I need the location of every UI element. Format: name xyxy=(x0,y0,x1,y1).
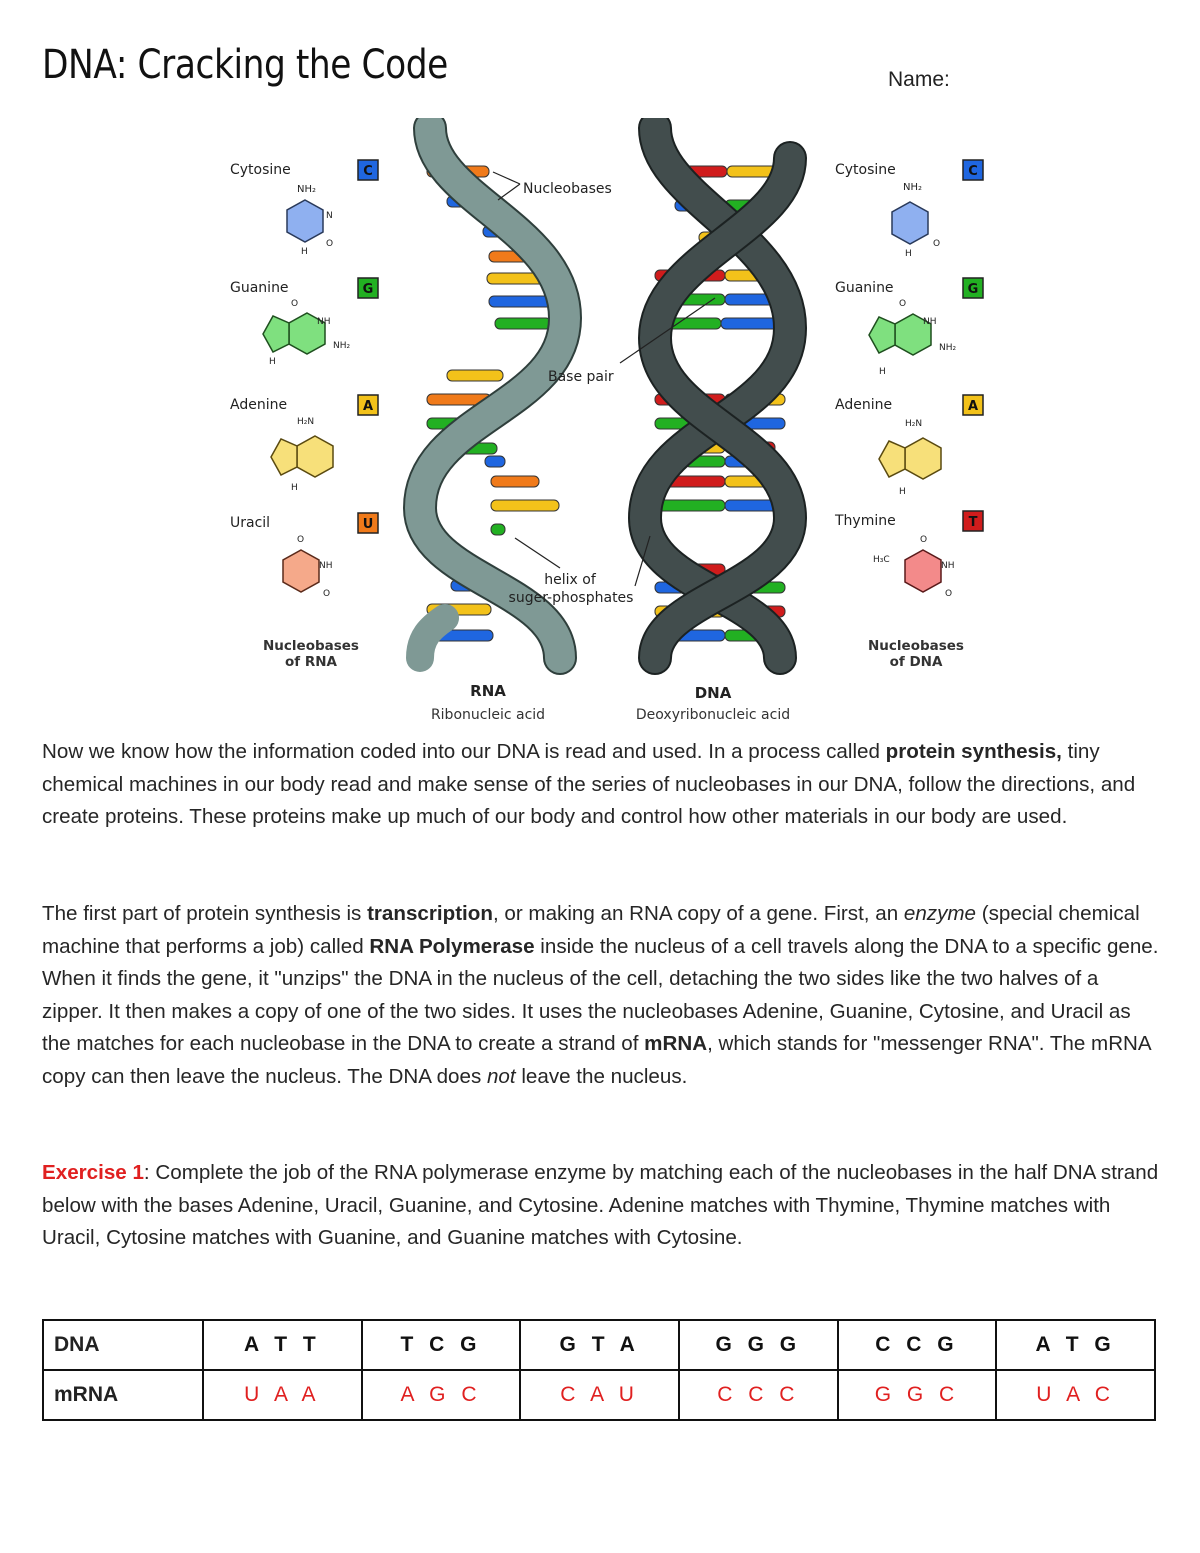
row-label-mrna: mRNA xyxy=(43,1370,203,1420)
name-label: Name: xyxy=(888,68,950,91)
svg-text:O: O xyxy=(945,589,953,599)
dna-subtitle: Deoxyribonucleic acid xyxy=(635,707,791,723)
row-label-dna: DNA xyxy=(43,1320,203,1370)
svg-text:NH₂: NH₂ xyxy=(939,343,957,353)
table-row-mrna xyxy=(43,1370,1155,1420)
svg-text:T: T xyxy=(968,515,978,530)
svg-text:H: H xyxy=(269,357,276,367)
svg-text:NH: NH xyxy=(941,561,955,571)
cytosine-molecule-icon xyxy=(287,184,333,257)
svg-text:O: O xyxy=(920,535,928,545)
rna-nucleobases-column xyxy=(230,160,378,670)
svg-text:O: O xyxy=(933,239,941,249)
cytosine-letter: C xyxy=(363,164,373,179)
dna-codon: A T G xyxy=(996,1320,1155,1370)
svg-text:H: H xyxy=(301,247,308,257)
svg-text:A: A xyxy=(362,399,374,414)
svg-text:O: O xyxy=(326,239,334,249)
exercise-heading: Exercise 1 xyxy=(42,1161,144,1184)
label-base-pair: Base pair xyxy=(548,369,614,385)
cytosine-molecule-icon xyxy=(892,182,940,259)
guanine-molecule-icon xyxy=(869,299,957,377)
svg-text:H: H xyxy=(291,483,298,493)
svg-text:C: C xyxy=(968,164,978,179)
label-helix-line2: suger-phosphates xyxy=(508,590,634,606)
svg-text:U: U xyxy=(362,517,374,532)
exercise-1-instructions: Exercise 1: Complete the job of the RNA polymerase enzyme by matching each of the nucleobases in the half DNA strand below with the bases Adenine, Uracil, Guanine, and Cytosine. Adenine matches with Thymine, Thymine matches with Uracil, Cytosine matches with Guanine, and Guanine matches with Cytosine. xyxy=(42,1161,1159,1250)
dna-base-name-adenine: Adenine xyxy=(835,397,893,413)
mrna-answer[interactable]: U A C xyxy=(996,1370,1155,1420)
intro-paragraph: Now we know how the information coded into our DNA is read and used. In a process called protein synthesis, tiny chemical machines in our body read and make sense of the series of nucleobases in our DNA, follow the directions, and create proteins. These proteins make up much of our body and control how other materials in our body are used. xyxy=(42,740,1136,829)
svg-text:G: G xyxy=(362,282,374,297)
transcription-table xyxy=(42,1319,1156,1421)
guanine-molecule-icon xyxy=(263,299,351,367)
transcription-paragraph: The first part of protein synthesis is transcription, or making an RNA copy of a gene. First, an enzyme (special chemical machine that performs a job) called RNA Polymerase inside the nucleus of a cell travels along the DNA to a specific gene. When it finds the gene, it "unzips" the DNA in the nucleus of the cell, detaching the two sides like the two halves of a zipper. It then makes a copy of one of the two sides. It uses the nucleobases Adenine, Guanine, Cytosine, and Uracil as the matches for each nucleobase in the DNA to create a strand of mRNA, which stands for "messenger RNA". The mRNA copy can then leave the nucleus. The DNA does not leave the nucleus. xyxy=(42,902,1159,1088)
svg-text:G: G xyxy=(967,282,979,297)
rna-base-name-adenine: Adenine xyxy=(230,397,288,413)
uracil-molecule-icon xyxy=(283,535,333,599)
adenine-molecule-icon xyxy=(271,417,333,493)
adenine-molecule-icon xyxy=(879,419,941,497)
mrna-answer[interactable]: C C C xyxy=(679,1370,838,1420)
dna-codon: C C G xyxy=(838,1320,997,1370)
mrna-answer[interactable]: G G C xyxy=(838,1370,997,1420)
svg-text:H₂N: H₂N xyxy=(905,419,923,429)
svg-text:NH: NH xyxy=(317,317,331,327)
svg-text:O: O xyxy=(899,299,907,309)
rna-subtitle: Ribonucleic acid xyxy=(430,707,546,723)
svg-text:A: A xyxy=(967,399,979,414)
rna-caption-line1: Nucleobases xyxy=(263,638,359,654)
rna-title: RNA xyxy=(470,682,506,700)
rna-caption-line2: of RNA xyxy=(285,654,337,670)
dna-caption-line2: of DNA xyxy=(889,654,943,670)
table-row-dna xyxy=(43,1320,1155,1370)
svg-text:N: N xyxy=(326,211,333,221)
mrna-answer[interactable]: C A U xyxy=(520,1370,679,1420)
dna-codon: A T T xyxy=(203,1320,362,1370)
svg-text:NH₂: NH₂ xyxy=(903,182,923,193)
rna-dna-diagram xyxy=(215,118,1015,730)
dna-base-name-thymine: Thymine xyxy=(835,513,896,529)
rna-base-name-uracil: Uracil xyxy=(230,515,271,531)
dna-base-name-cytosine: Cytosine xyxy=(835,162,896,178)
dna-base-name-guanine: Guanine xyxy=(835,280,894,296)
svg-text:H: H xyxy=(899,487,906,497)
dna-title: DNA xyxy=(694,684,732,702)
mrna-answer[interactable]: U A A xyxy=(203,1370,362,1420)
svg-text:NH: NH xyxy=(319,561,333,571)
rna-helix xyxy=(420,128,565,658)
svg-text:NH₂: NH₂ xyxy=(333,341,351,351)
dna-codon: G G G xyxy=(679,1320,838,1370)
svg-text:NH: NH xyxy=(923,317,937,327)
rna-base-name-cytosine: Cytosine xyxy=(230,162,291,178)
mrna-answer[interactable]: A G C xyxy=(362,1370,521,1420)
dna-nucleobases-column xyxy=(834,160,983,670)
dna-helix xyxy=(645,128,790,658)
label-nucleobases: Nucleobases xyxy=(523,181,612,197)
svg-text:O: O xyxy=(297,535,305,545)
thymine-molecule-icon xyxy=(873,535,955,599)
svg-text:H: H xyxy=(879,367,886,377)
svg-text:H₂N: H₂N xyxy=(297,417,315,427)
svg-text:H₃C: H₃C xyxy=(873,555,890,565)
label-helix-line1: helix of xyxy=(544,572,596,588)
svg-text:H: H xyxy=(905,249,912,259)
page-title: DNA: Cracking the Code xyxy=(42,42,448,88)
dna-codon: T C G xyxy=(362,1320,521,1370)
rna-base-name-guanine: Guanine xyxy=(230,280,289,296)
svg-text:NH₂: NH₂ xyxy=(297,184,317,195)
dna-codon: G T A xyxy=(520,1320,679,1370)
dna-caption-line1: Nucleobases xyxy=(868,638,964,654)
svg-text:O: O xyxy=(291,299,299,309)
svg-text:O: O xyxy=(323,589,331,599)
